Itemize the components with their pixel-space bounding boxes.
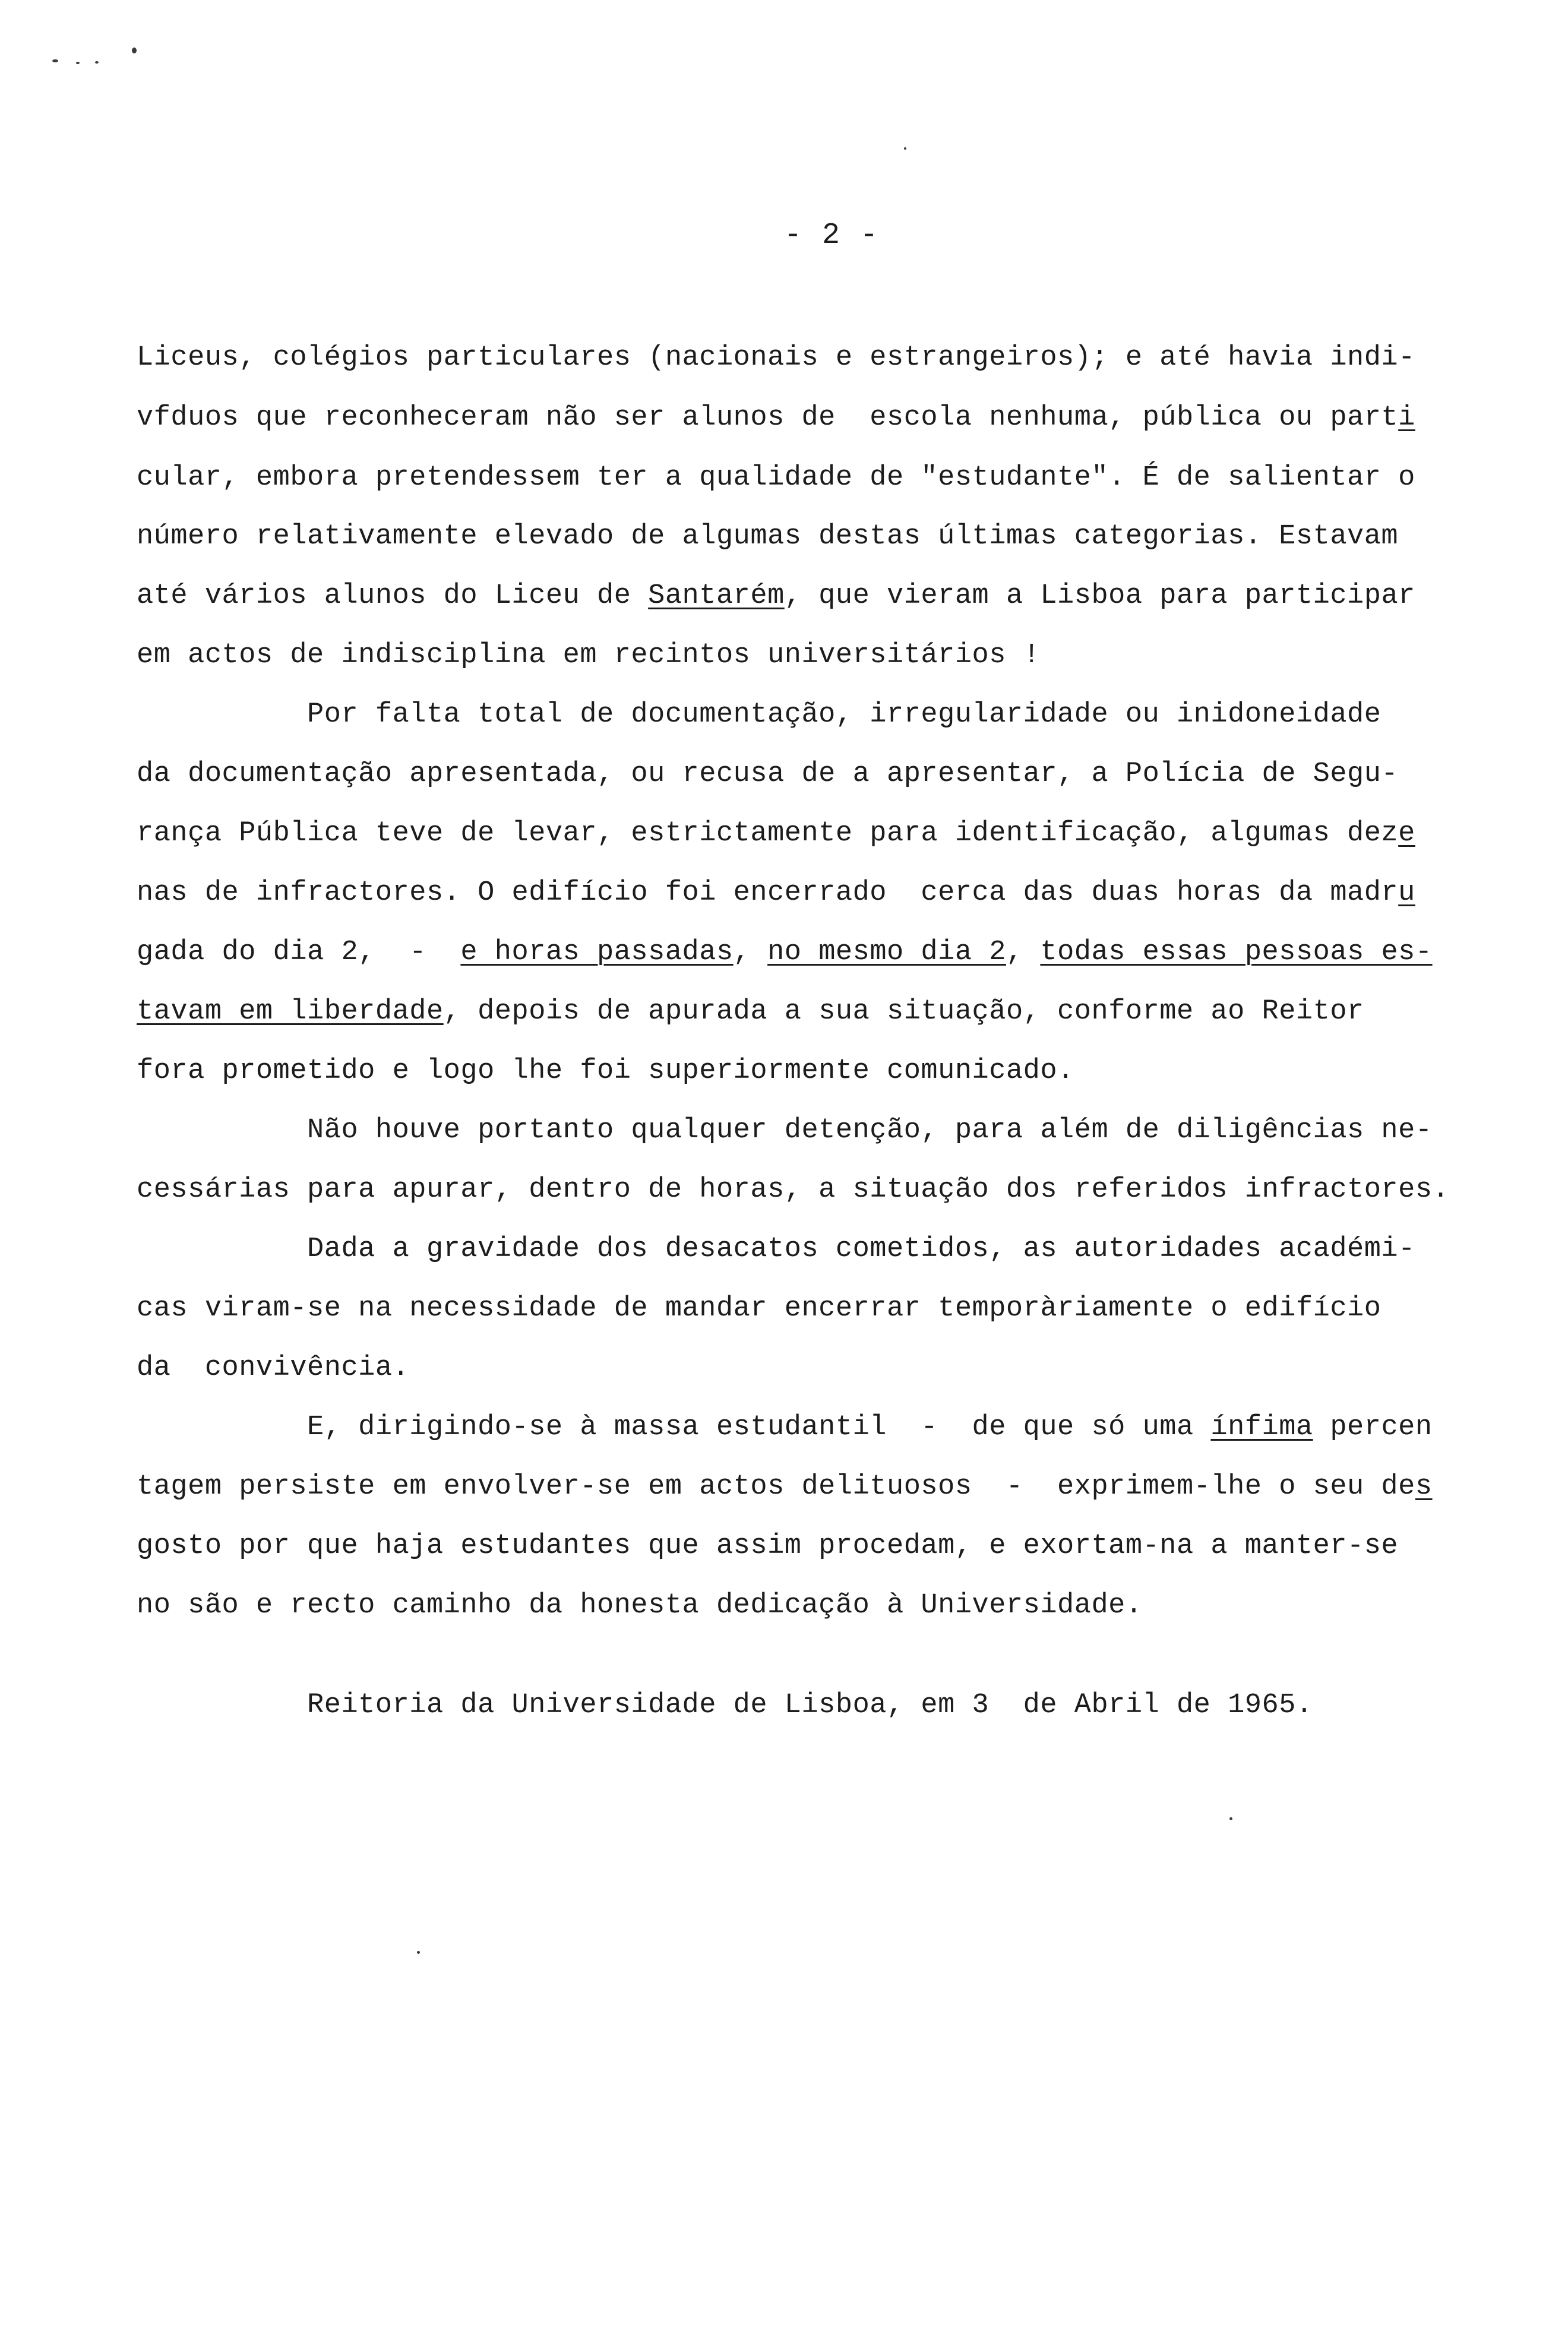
page-number: - 2 - [784,219,880,252]
text-line: até vários alunos do Liceu de Santarém, que vieram a Lisboa para participar [137,580,1415,612]
text-line: cas viram-se na necessidade de mandar encerrar temporàriamente o edifício [137,1293,1382,1324]
text-line: número relativamente elevado de algumas destas últimas categorias. Estavam [137,521,1399,552]
text-line: Não houve portanto qualquer detenção, para além de diligências ne- [137,1115,1433,1146]
stray-mark [417,1951,420,1954]
text-line: rança Pública teve de levar, estrictamente para identificação, algumas deze [137,818,1415,849]
text-line: cular, embora pretendessem ter a qualidade de "estudante". É de salientar o [137,462,1415,494]
stray-mark [52,59,58,62]
text-line: nas de infractores. O edifício foi encerrado cerca das duas horas da madru [137,877,1415,909]
text-line: vfduos que reconheceram não ser alunos de escola nenhuma, pública ou parti [137,402,1415,434]
stray-mark [76,62,80,64]
text-line: tavam em liberdade, depois de apurada a sua situação, conforme ao Reitor [137,996,1364,1027]
stray-mark [1229,1817,1232,1820]
stray-mark [132,48,137,53]
text-line: da documentação apresentada, ou recusa de a apresentar, a Polícia de Segu- [137,758,1399,790]
text-line: E, dirigindo-se à massa estudantil - de que só uma ínfima percen [137,1412,1433,1443]
text-line: Por falta total de documentação, irregularidade ou inidoneidade [137,699,1382,730]
text-line: Liceus, colégios particulares (nacionais e estrangeiros); e até havia indi- [137,342,1415,374]
text-line: da convivência. [137,1352,410,1384]
text-line: fora prometido e logo lhe foi superiormente comunicado. [137,1055,1074,1087]
text-line: Dada a gravidade dos desacatos cometidos, as autoridades académi- [137,1233,1415,1265]
text-line: em actos de indisciplina em recintos universitários ! [137,640,1041,671]
signature-line: Reitoria da Universidade de Lisboa, em 3 de Abril de 1965. [137,1690,1313,1721]
text-line: no são e recto caminho da honesta dedicação à Universidade. [137,1590,1143,1621]
stray-mark [95,61,99,64]
text-line: gosto por que haja estudantes que assim procedam, e exortam-na a manter-se [137,1530,1399,1562]
text-line: gada do dia 2, - e horas passadas, no mesmo dia 2, todas essas pessoas es- [137,937,1433,968]
stray-mark [904,147,906,150]
text-line: tagem persiste em envolver-se em actos delituosos - exprimem-lhe o seu des [137,1471,1433,1503]
text-line: cessárias para apurar, dentro de horas, a situação dos referidos infractores. [137,1174,1450,1206]
